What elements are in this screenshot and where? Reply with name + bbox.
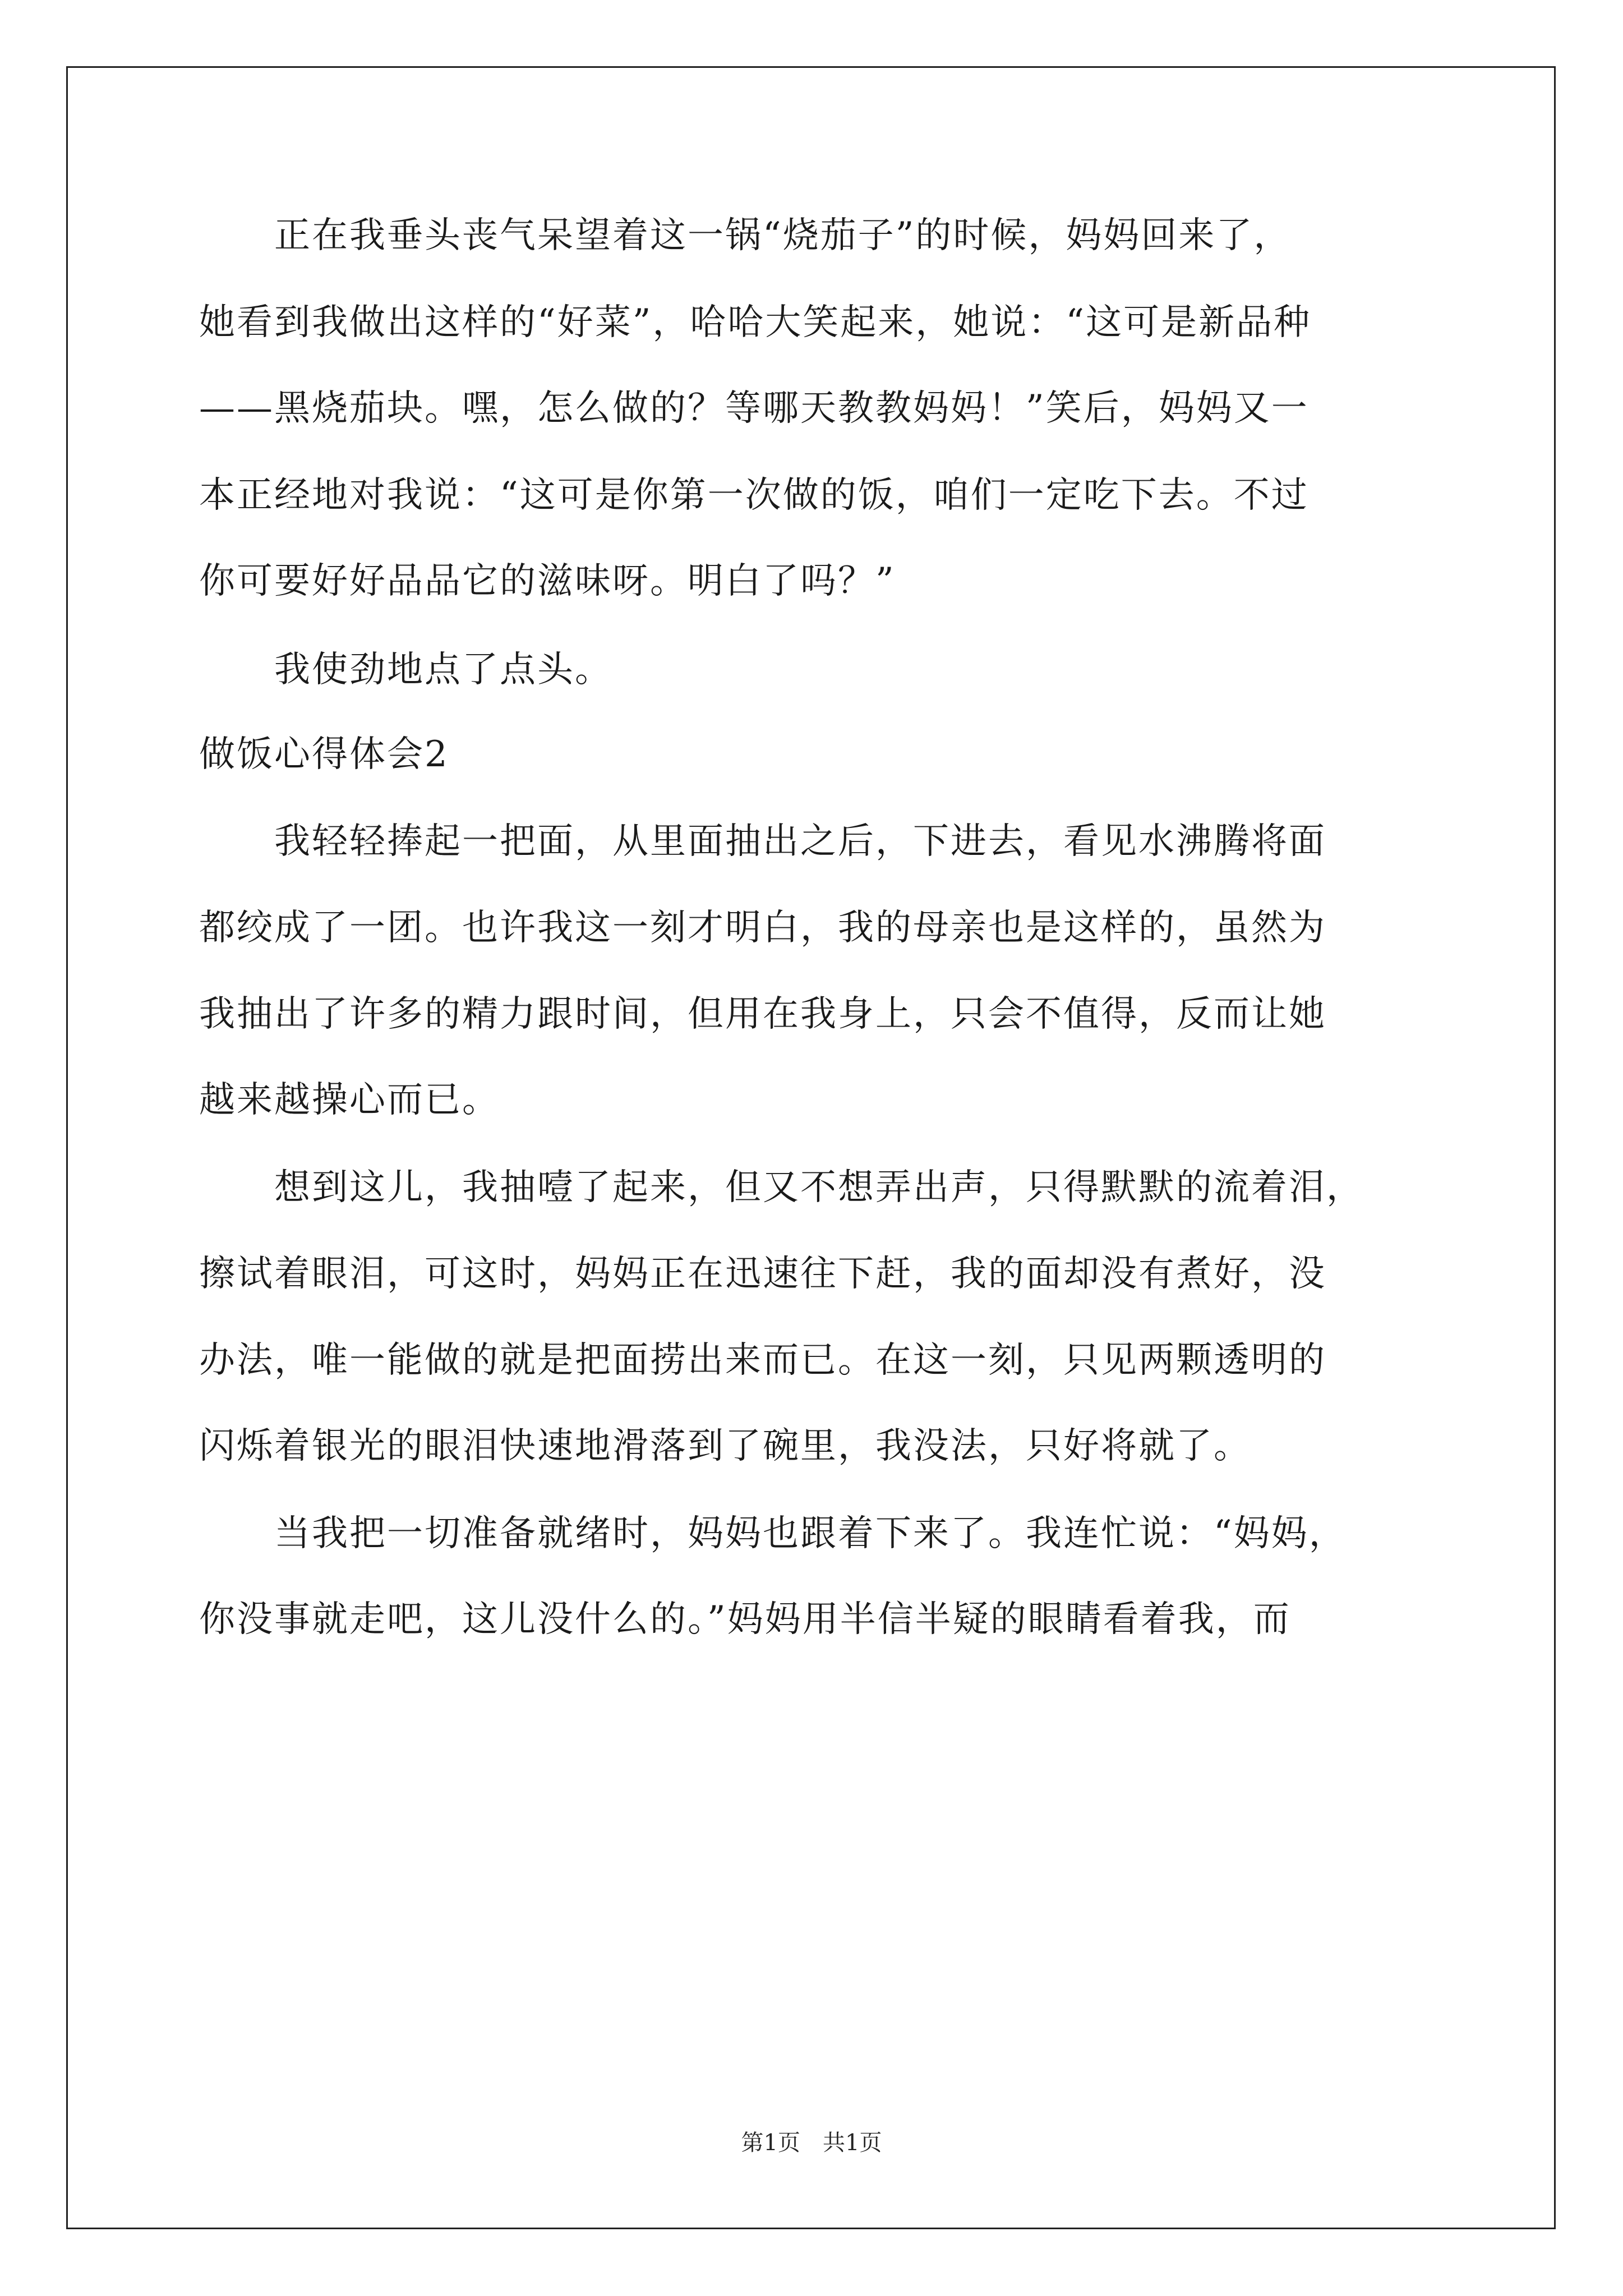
text-line: 她看到我做出这样的“好菜”，哈哈大笑起来，她说：“这可是新品种 <box>199 302 1312 343</box>
text-line: 办法，唯一能做的就是把面捞出来而已。在这一刻，只见两颗透明的 <box>199 1340 1326 1381</box>
text-line: 想到这儿，我抽噎了起来，但又不想弄出声，只得默默的流着泪， <box>199 1167 1364 1208</box>
text-line: 当我把一切准备就绪时，妈妈也跟着下来了。我连忙说：“妈妈， <box>199 1513 1347 1554</box>
text-line: 我抽出了许多的精力跟时间，但用在我身上，只会不值得，反而让她 <box>199 993 1326 1035</box>
page-number: 第1页 共1页 <box>741 2130 882 2156</box>
text-line: 擦试着眼泪，可这时，妈妈正在迅速往下赶，我的面却没有煮好，没 <box>199 1253 1326 1295</box>
text-line: ——黑烧茄块。嘿，怎么做的？等哪天教教妈妈！”笑后，妈妈又一 <box>199 388 1309 429</box>
text-line: 越来越操心而已。 <box>199 1079 500 1121</box>
text-line: 你没事就走吧，这儿没什么的。”妈妈用半信半疑的眼睛看着我，而 <box>199 1599 1291 1640</box>
text-line: 都绞成了一团。也许我这一刻才明白，我的母亲也是这样的，虽然为 <box>199 907 1326 949</box>
section-heading: 做饭心得体会2 <box>199 734 449 775</box>
text-line: 你可要好好品品它的滋味呀。明白了吗？” <box>199 560 896 602</box>
text-line: 我使劲地点了点头。 <box>199 649 612 691</box>
text-line: 我轻轻捧起一把面，从里面抽出之后，下进去，看见水沸腾将面 <box>199 821 1326 862</box>
text-line: 正在我垂头丧气呆望着这一锅“烧茄子”的时候，妈妈回来了， <box>199 215 1292 256</box>
text-line: 闪烁着银光的眼泪快速地滑落到了碗里，我没法，只好将就了。 <box>199 1425 1251 1467</box>
text-line: 本正经地对我说：“这可是你第一次做的饭，咱们一定吃下去。不过 <box>199 475 1309 516</box>
